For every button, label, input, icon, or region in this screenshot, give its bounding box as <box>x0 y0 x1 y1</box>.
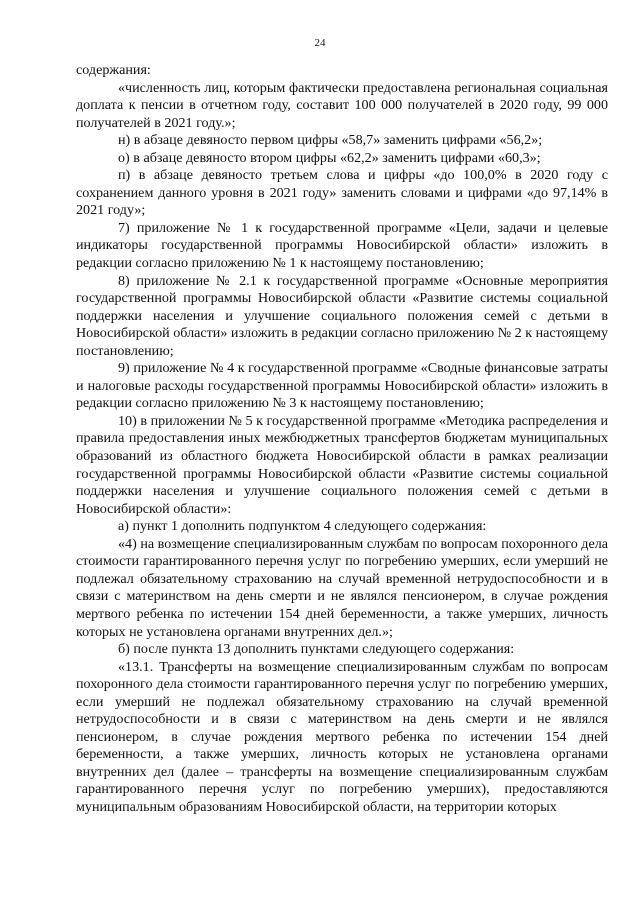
paragraph: 8) приложение № 2.1 к государственной программе «Основные мероприятия государственной программы Новосибирской области «Развитие системы социальной поддержки населения и улучшение социального положения семей с детьми в Новосибирской области» изложить в редакции согласно приложению № 2 к настоящему постановлению; <box>76 272 608 359</box>
paragraph: «4) на возмещение специализированным службам по вопросам похоронного дела стоимости гарантированного перечня услуг по погребению умерших, если умерший не подлежал обязательному страхованию на случай временной нетрудоспособности и в связи с материнством на день смерти и не являлся пенсионером, в случае рождения мертвого ребенка по истечении 154 дней беременности, а также умерших, личность которых не установлена органами внутренних дел.»; <box>76 535 608 640</box>
paragraph: а) пункт 1 дополнить подпунктом 4 следующего содержания: <box>118 518 487 535</box>
paragraph: «численность лиц, которым фактически предоставлена региональная социальная доплата к пенсии в отчетном году, составит 100 000 получателей в 2020 году, 99 000 получателей в 2021 году.»; <box>76 79 608 131</box>
paragraph: о) в абзаце девяносто втором цифры «62,2» заменить цифрами «60,3»; <box>118 149 541 166</box>
document-body <box>76 62 608 817</box>
page-number: 24 <box>314 37 326 49</box>
paragraph: 9) приложение № 4 к государственной программе «Сводные финансовые затраты и налоговые расходы государственной программы Новосибирской области» изложить в редакции согласно приложению № 3 к настоящему постановлению; <box>76 360 608 412</box>
paragraph: содержания: <box>76 62 151 78</box>
paragraph: «13.1. Трансферты на возмещение специализированным службам по вопросам похоронного дела стоимости гарантированного перечня услуг по погребению умерших, если умерший не подлежал обязательному страхованию на случай временной нетрудоспособности и в связи с материнством на день смерти и не являлся пенсионером, в случае рождения мертвого ребенка по истечении 154 дней беременности, а также умерших, личность которых не установлена органами внутренних дел (далее – трансферты на возмещение специализированным службам гарантированного перечня услуг по погребению умерших), предоставляются муниципальным образованиям Новосибирской области, на территории которых <box>76 658 608 815</box>
paragraph: 7) приложение № 1 к государственной программе «Цели, задачи и целевые индикаторы государственной программы Новосибирской области» изложить в редакции согласно приложению № 1 к настоящему постановлению; <box>76 219 608 272</box>
paragraph: б) после пункта 13 дополнить пунктами следующего содержания: <box>118 641 515 658</box>
paragraph: 10) в приложении № 5 к государственной программе «Методика распределения и правила предоставления иных межбюджетных трансфертов бюджетам муниципальных образований из областного бюджета Новосибирской области в рамках реализации государственной программы Новосибирской области «Развитие системы социальной поддержки населения и улучшение социального положения семей с детьми в Новосибирской области»: <box>76 412 608 517</box>
paragraph: н) в абзаце девяносто первом цифры «58,7» заменить цифрами «56,2»; <box>118 132 543 149</box>
paragraph: п) в абзаце девяносто третьем слова и цифры «до 100,0% в 2020 году с сохранением данного уровня в 2021 году» заменить словами и цифрами «до 97,14% в 2021 году»; <box>76 167 608 219</box>
